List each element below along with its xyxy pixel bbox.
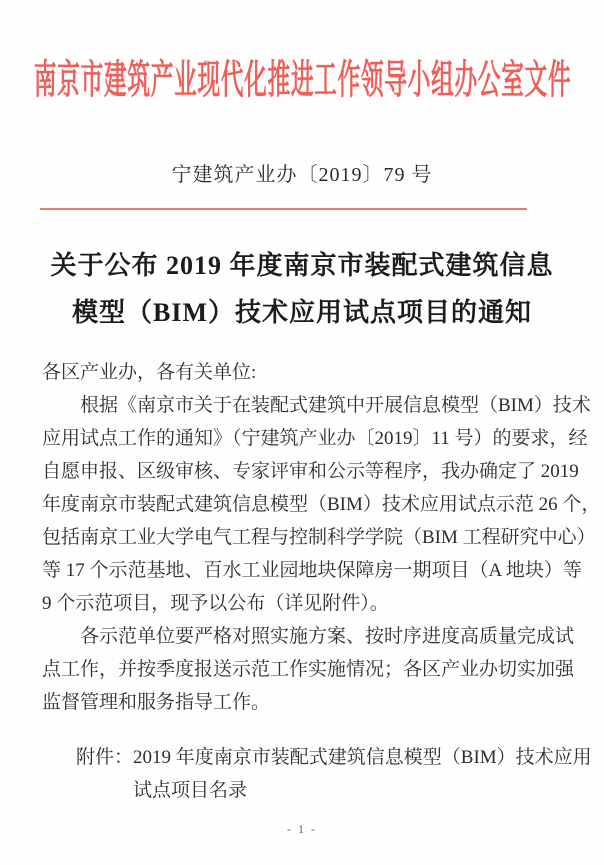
document-number: 宁建筑产业办〔2019〕79 号 xyxy=(171,164,433,186)
body-line: 点工作，并按季度报送示范工作实施情况；各区产业办切实加强 xyxy=(42,659,575,680)
document-title-line1: 关于公布 2019 年度南京市装配式建筑信息 xyxy=(50,251,554,280)
header-divider-line xyxy=(40,208,527,210)
attachment-line1: 2019 年度南京市装配式建筑信息模型（BIM）技术应用 xyxy=(133,747,592,768)
document-title xyxy=(0,242,604,336)
body-line: 等 17 个示范基地、百水工业园地块保障房一期项目（A 地块）等 xyxy=(42,560,582,581)
document-title-line2: 模型（BIM）技术应用试点项目的通知 xyxy=(71,298,532,327)
body-line: 9 个示范项目，现予以公布（详见附件）。 xyxy=(42,593,389,614)
body-line: 年度南京市装配式建筑信息模型（BIM）技术应用试点示范 26 个， xyxy=(42,494,601,515)
body-line: 应用试点工作的通知》（宁建筑产业办〔2019〕11 号）的要求，经 xyxy=(42,428,588,449)
issuing-org-title: 南京市建筑产业现代化推进工作领导小组办公室文件 xyxy=(33,57,571,102)
salutation-line: 各区产业办，各有关单位: xyxy=(42,362,257,383)
body-line: 各示范单位要严格对照实施方案、按时序进度高质量完成试 xyxy=(80,626,575,647)
document-body xyxy=(42,356,601,719)
body-line: 监督管理和服务指导工作。 xyxy=(42,692,271,713)
document-letterhead xyxy=(0,0,604,106)
attachment-label: 附件： xyxy=(76,747,134,768)
attachment-line2: 试点项目名录 xyxy=(133,780,248,801)
body-line: 自愿申报、区级审核、专家评审和公示等程序，我办确定了 2019 xyxy=(42,461,579,482)
page-number: - 1 - xyxy=(287,822,317,836)
body-line: 根据《南京市关于在装配式建筑中开展信息模型（BIM）技术 xyxy=(80,395,591,416)
attachment-note xyxy=(42,741,592,807)
attachment-content xyxy=(133,741,592,807)
body-line: 包括南京工业大学电气工程与控制科学学院（BIM 工程研究中心） xyxy=(42,527,596,548)
